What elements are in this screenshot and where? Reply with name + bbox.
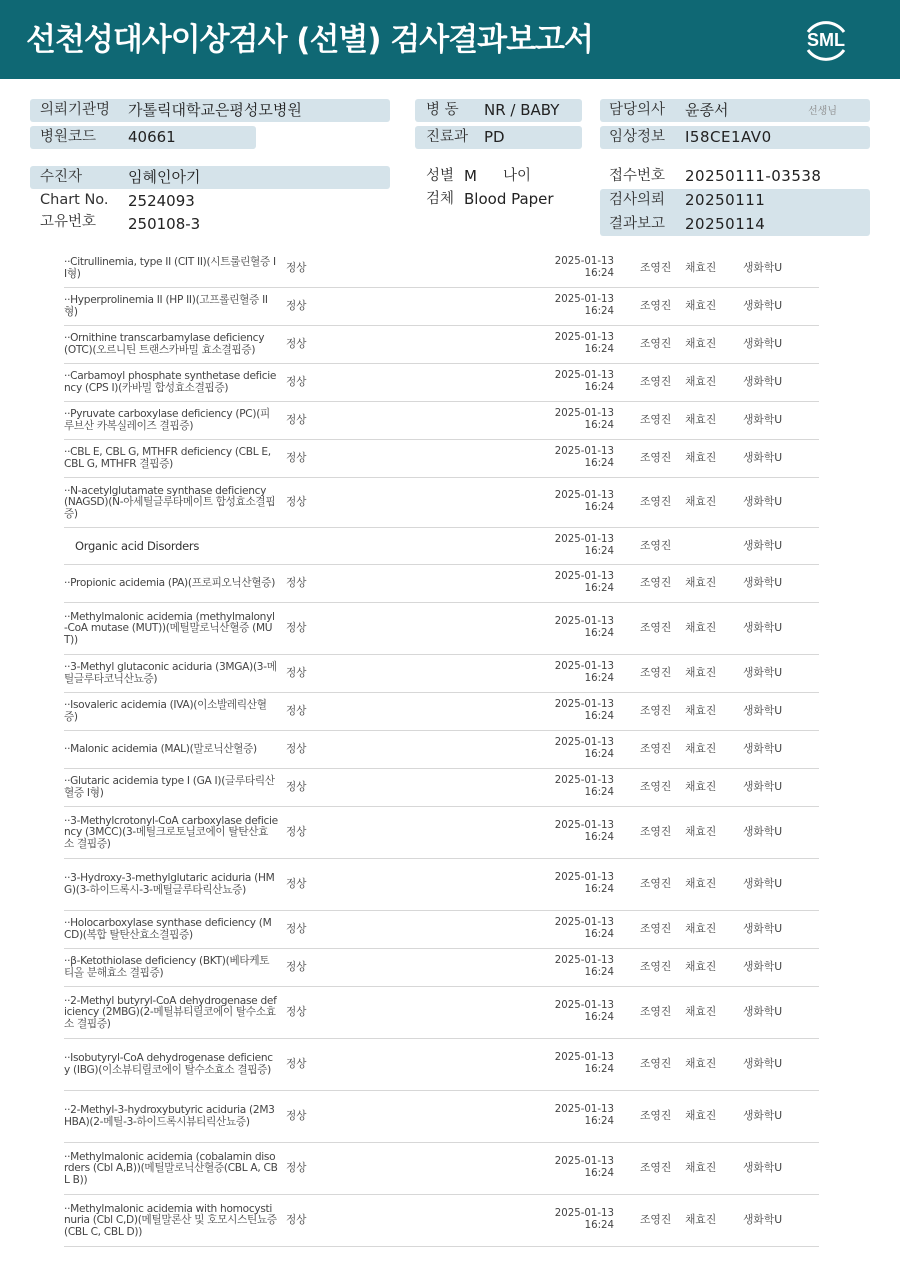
result-time: 16:24	[584, 884, 614, 895]
result-date: 2025-01-13	[554, 490, 614, 501]
examiner: 조영진	[640, 825, 672, 838]
examiner: 조영진	[640, 877, 672, 890]
table-row	[64, 1039, 819, 1091]
examiner: 조영진	[640, 1213, 672, 1226]
result-value: 정상	[286, 1006, 307, 1018]
test-name: ··3-Methyl glutaconic aciduria (3MGA)(3-메틸글루타코닉산뇨증)	[64, 661, 277, 685]
test-name: ··Isobutyryl-CoA dehydrogenase deficiency (IBG)(이소뷰티릴코에이 탈수소효소 결핍증)	[64, 1052, 273, 1076]
result-date: 2025-01-13	[554, 533, 614, 545]
result-time: 16:24	[584, 628, 614, 639]
verifier: 채효진	[685, 742, 717, 755]
result-value: 정상	[286, 1214, 307, 1226]
result-date: 2025-01-13	[554, 1000, 614, 1011]
unique-label: 고유번호	[40, 214, 97, 230]
result-time: 16:24	[584, 1012, 614, 1023]
test-department: 생화학U	[743, 1005, 783, 1018]
examiner: 조영진	[640, 780, 672, 793]
result-time: 16:24	[584, 1168, 614, 1179]
examiner: 조영진	[640, 1057, 672, 1070]
sex-value: M	[464, 167, 477, 185]
test-name: ··Glutaric acidemia type I (GA I)(글루타릭산혈증 I형)	[64, 775, 275, 799]
table-row	[64, 1091, 819, 1143]
examiner: 조영진	[640, 666, 672, 679]
table-row	[64, 949, 819, 987]
test-department: 생화학U	[743, 576, 783, 589]
result-date: 2025-01-13	[554, 872, 614, 883]
examiner: 조영진	[640, 299, 672, 312]
test-department: 생화학U	[743, 1109, 783, 1122]
result-time: 16:24	[584, 673, 614, 684]
verifier: 채효진	[685, 780, 717, 793]
test-name: ··Citrullinemia, type II (CIT II)(시트룰린혈증 II형)	[64, 256, 276, 280]
logo-text: SML	[807, 30, 845, 50]
test-department: 생화학U	[743, 922, 783, 935]
sml-logo-icon	[798, 12, 854, 68]
test-department: 생화학U	[743, 337, 783, 350]
verifier: 채효진	[685, 576, 717, 589]
receipt-label: 접수번호	[609, 168, 666, 184]
examiner: 조영진	[640, 960, 672, 973]
chart-label: Chart No.	[40, 192, 109, 208]
sex-label: 성별	[426, 168, 455, 184]
verifier: 채효진	[685, 621, 717, 634]
table-row	[64, 288, 819, 326]
verifier: 채효진	[685, 960, 717, 973]
table-row	[64, 807, 819, 859]
result-value: 정상	[286, 743, 307, 755]
table-row	[64, 987, 819, 1039]
doctor-label: 담당의사	[609, 102, 666, 118]
examiner: 조영진	[640, 261, 672, 274]
patient-value: 임혜인아기	[128, 168, 201, 186]
report-label: 결과보고	[609, 216, 666, 232]
test-department: 생화학U	[743, 261, 783, 274]
table-row	[64, 603, 819, 655]
result-value: 정상	[286, 923, 307, 935]
result-date: 2025-01-13	[554, 256, 614, 267]
result-value: 정상	[286, 622, 307, 634]
verifier: 채효진	[685, 495, 717, 508]
clinical-label: 임상정보	[609, 129, 666, 145]
table-row	[64, 478, 819, 528]
test-name: ··Holocarboxylase synthase deficiency (MCD)(복합 탈탄산효소결핍증)	[64, 917, 272, 941]
verifier: 채효진	[685, 299, 717, 312]
dept-label: 진료과	[426, 129, 469, 145]
result-value: 정상	[286, 452, 307, 464]
result-value: 정상	[286, 826, 307, 838]
result-value: 정상	[286, 414, 307, 426]
verifier: 채효진	[685, 825, 717, 838]
result-value: 정상	[286, 496, 307, 508]
verifier: 채효진	[685, 451, 717, 464]
verifier: 채효진	[685, 337, 717, 350]
result-date: 2025-01-13	[554, 370, 614, 381]
test-name: ··2-Methyl butyryl-CoA dehydrogenase deficiency (2MBG)(2-메틸뷰티릴코에이 탈수소효소 결핍증)	[64, 994, 277, 1030]
test-name: ··Methylmalonic acidemia (cobalamin disorders (Cbl A,B))(메틸말로닉산혈증(CBL A, CBL B))	[64, 1150, 278, 1186]
result-date: 2025-01-13	[554, 1104, 614, 1115]
table-row	[64, 769, 819, 807]
table-row	[64, 565, 819, 603]
test-name: ··N-acetylglutamate synthase deficiency (NAGSD)(N-아세틸글루타메이트 합성효소결핍증)	[64, 484, 276, 520]
ward-value: NR / BABY	[484, 101, 560, 119]
report-header	[0, 0, 900, 79]
patient-label: 수진자	[40, 169, 83, 185]
result-time: 16:24	[584, 749, 614, 760]
examiner: 조영진	[640, 704, 672, 717]
result-date: 2025-01-13	[554, 737, 614, 748]
result-date: 2025-01-13	[554, 775, 614, 786]
table-row	[64, 364, 819, 402]
test-department: 생화학U	[743, 451, 783, 464]
result-date: 2025-01-13	[554, 1052, 614, 1063]
test-department: 생화학U	[743, 1213, 783, 1226]
specimen-label: 검체	[426, 191, 455, 207]
dept-value: PD	[484, 128, 505, 146]
result-time: 16:24	[584, 420, 614, 431]
verifier: 채효진	[685, 261, 717, 274]
receipt-value: 20250111-03538	[685, 167, 822, 185]
result-time: 16:24	[584, 787, 614, 798]
result-time: 16:24	[584, 344, 614, 355]
test-name: ··Malonic acidemia (MAL)(말로닉산혈증)	[64, 743, 257, 756]
result-date: 2025-01-13	[554, 446, 614, 457]
result-time: 16:24	[584, 545, 614, 557]
clinical-value: I58CE1AV0	[685, 128, 772, 146]
test-name: ··CBL E, CBL G, MTHFR deficiency (CBL E, CBL G, MTHFR 결핍증)	[64, 446, 271, 470]
test-department: 생화학U	[743, 299, 783, 312]
examiner: 조영진	[640, 1005, 672, 1018]
test-department: 생화학U	[743, 495, 783, 508]
hospital-code-value: 40661	[128, 128, 176, 146]
result-time: 16:24	[584, 458, 614, 469]
request-value: 20250111	[685, 191, 766, 209]
result-date: 2025-01-13	[554, 332, 614, 343]
test-department: 생화학U	[743, 538, 783, 552]
result-time: 16:24	[584, 1220, 614, 1231]
table-row	[64, 1195, 819, 1247]
result-value: 정상	[286, 878, 307, 890]
result-date: 2025-01-13	[554, 699, 614, 710]
test-department: 생화학U	[743, 666, 783, 679]
result-value: 정상	[286, 781, 307, 793]
verifier: 채효진	[685, 1057, 717, 1070]
result-value: 정상	[286, 338, 307, 350]
patient-pill	[30, 166, 390, 189]
test-name: ··Ornithine transcarbamylase deficiency (OTC)(오르니틴 트랜스카바밀 효소결핍증)	[64, 332, 265, 356]
result-time: 16:24	[584, 967, 614, 978]
examiner: 조영진	[640, 742, 672, 755]
test-name: ··Propionic acidemia (PA)(프로피오닉산혈증)	[64, 577, 276, 590]
result-time: 16:24	[584, 583, 614, 594]
table-row	[64, 1143, 819, 1195]
doctor-value: 윤종서	[685, 101, 729, 119]
examiner: 조영진	[640, 621, 672, 634]
request-label: 검사의뢰	[609, 192, 666, 208]
examiner: 조영진	[640, 1109, 672, 1122]
report-value: 20250114	[685, 215, 766, 233]
examiner: 조영진	[640, 495, 672, 508]
test-name: Organic acid Disorders	[75, 538, 200, 553]
specimen-value: Blood Paper	[464, 190, 554, 208]
test-name: ··β-Ketothiolase deficiency (BKT)(베타케토티올 분해효소 결핍증)	[64, 955, 270, 979]
result-date: 2025-01-13	[554, 1208, 614, 1219]
result-value: 정상	[286, 667, 307, 679]
result-date: 2025-01-13	[554, 1156, 614, 1167]
unique-value: 250108-3	[128, 215, 201, 233]
examiner: 조영진	[640, 337, 672, 350]
table-row	[64, 440, 819, 478]
result-date: 2025-01-13	[554, 616, 614, 627]
result-value: 정상	[286, 1162, 307, 1174]
test-department: 생화학U	[743, 704, 783, 717]
hospital-code-label: 병원코드	[40, 129, 97, 145]
test-department: 생화학U	[743, 375, 783, 388]
examiner: 조영진	[640, 1161, 672, 1174]
table-row	[64, 731, 819, 769]
result-value: 정상	[286, 705, 307, 717]
verifier: 채효진	[685, 704, 717, 717]
verifier: 채효진	[685, 413, 717, 426]
result-date: 2025-01-13	[554, 661, 614, 672]
test-name: ··Carbamoyl phosphate synthetase deficiency (CPS I)(카바밀 합성효소결핍증)	[64, 370, 277, 394]
test-department: 생화학U	[743, 621, 783, 634]
verifier: 채효진	[685, 922, 717, 935]
examiner: 조영진	[640, 922, 672, 935]
test-name: ··Pyruvate carboxylase deficiency (PC)(피루브산 카복실레이즈 결핍증)	[64, 408, 270, 432]
table-row	[64, 326, 819, 364]
result-date: 2025-01-13	[554, 571, 614, 582]
table-row	[64, 693, 819, 731]
result-time: 16:24	[584, 306, 614, 317]
test-name: ··3-Methylcrotonyl-CoA carboxylase deficiency (3MCC)(3-메틸크로토닐코에이 탈탄산효소 결핍증)	[64, 814, 278, 850]
institution-value: 가톨릭대학교은평성모병원	[128, 101, 302, 119]
age-label: 나이	[503, 168, 532, 184]
test-name: ··3-Hydroxy-3-methylglutaric aciduria (HMG)(3-하이드록시-3-메틸글루타릭산뇨증)	[64, 872, 275, 896]
test-department: 생화학U	[743, 1057, 783, 1070]
verifier: 채효진	[685, 666, 717, 679]
test-department: 생화학U	[743, 825, 783, 838]
table-row	[64, 911, 819, 949]
test-name: ··2-Methyl-3-hydroxybutyric aciduria (2M3HBA)(2-메틸-3-하이드록시뷰티릭산뇨증)	[64, 1104, 275, 1128]
result-time: 16:24	[584, 268, 614, 279]
result-value: 정상	[286, 376, 307, 388]
verifier: 채효진	[685, 1005, 717, 1018]
result-value: 정상	[286, 300, 307, 312]
examiner: 조영진	[640, 451, 672, 464]
chart-value: 2524093	[128, 192, 195, 210]
result-date: 2025-01-13	[554, 820, 614, 831]
examiner: 조영진	[640, 538, 672, 552]
result-time: 16:24	[584, 1116, 614, 1127]
result-date: 2025-01-13	[554, 917, 614, 928]
verifier: 채효진	[685, 375, 717, 388]
test-department: 생화학U	[743, 780, 783, 793]
result-time: 16:24	[584, 832, 614, 843]
table-row	[64, 250, 819, 288]
test-department: 생화학U	[743, 960, 783, 973]
result-value: 정상	[286, 577, 307, 589]
verifier: 채효진	[685, 1213, 717, 1226]
examiner: 조영진	[640, 375, 672, 388]
result-time: 16:24	[584, 502, 614, 513]
verifier: 채효진	[685, 1109, 717, 1122]
result-time: 16:24	[584, 1064, 614, 1075]
examiner: 조영진	[640, 413, 672, 426]
result-value: 정상	[286, 1110, 307, 1122]
institution-label: 의뢰기관명	[40, 102, 111, 118]
test-department: 생화학U	[743, 413, 783, 426]
result-date: 2025-01-13	[554, 955, 614, 966]
ward-label: 병 동	[426, 102, 459, 118]
table-row	[64, 402, 819, 440]
result-time: 16:24	[584, 711, 614, 722]
verifier: 채효진	[685, 1161, 717, 1174]
result-time: 16:24	[584, 382, 614, 393]
results-table	[64, 250, 819, 1247]
test-department: 생화학U	[743, 742, 783, 755]
report-title: 선천성대사이상검사 (선별) 검사결과보고서	[26, 22, 593, 58]
table-row	[64, 859, 819, 911]
category-row	[64, 528, 819, 565]
result-value: 정상	[286, 1058, 307, 1070]
doctor-suffix: 선생님	[808, 106, 837, 117]
test-name: ··Methylmalonic acidemia with homocystinuria (Cbl C,D)(메틸말론산 및 호모시스틴뇨증 (CBL C, CBL D))	[64, 1202, 277, 1238]
test-name: ··Isovaleric acidemia (IVA)(이소발레릭산혈증)	[64, 699, 267, 723]
result-date: 2025-01-13	[554, 408, 614, 419]
table-row	[64, 655, 819, 693]
verifier: 채효진	[685, 877, 717, 890]
test-department: 생화학U	[743, 877, 783, 890]
test-name: ··Hyperprolinemia II (HP II)(고프롤린혈증 II형)	[64, 294, 268, 318]
test-name: ··Methylmalonic acidemia (methylmalonyl-CoA mutase (MUT))(메틸말로닉산혈증 (MUT))	[64, 610, 275, 646]
result-value: 정상	[286, 262, 307, 274]
result-date: 2025-01-13	[554, 294, 614, 305]
result-value: 정상	[286, 961, 307, 973]
examiner: 조영진	[640, 576, 672, 589]
result-time: 16:24	[584, 929, 614, 940]
test-department: 생화학U	[743, 1161, 783, 1174]
